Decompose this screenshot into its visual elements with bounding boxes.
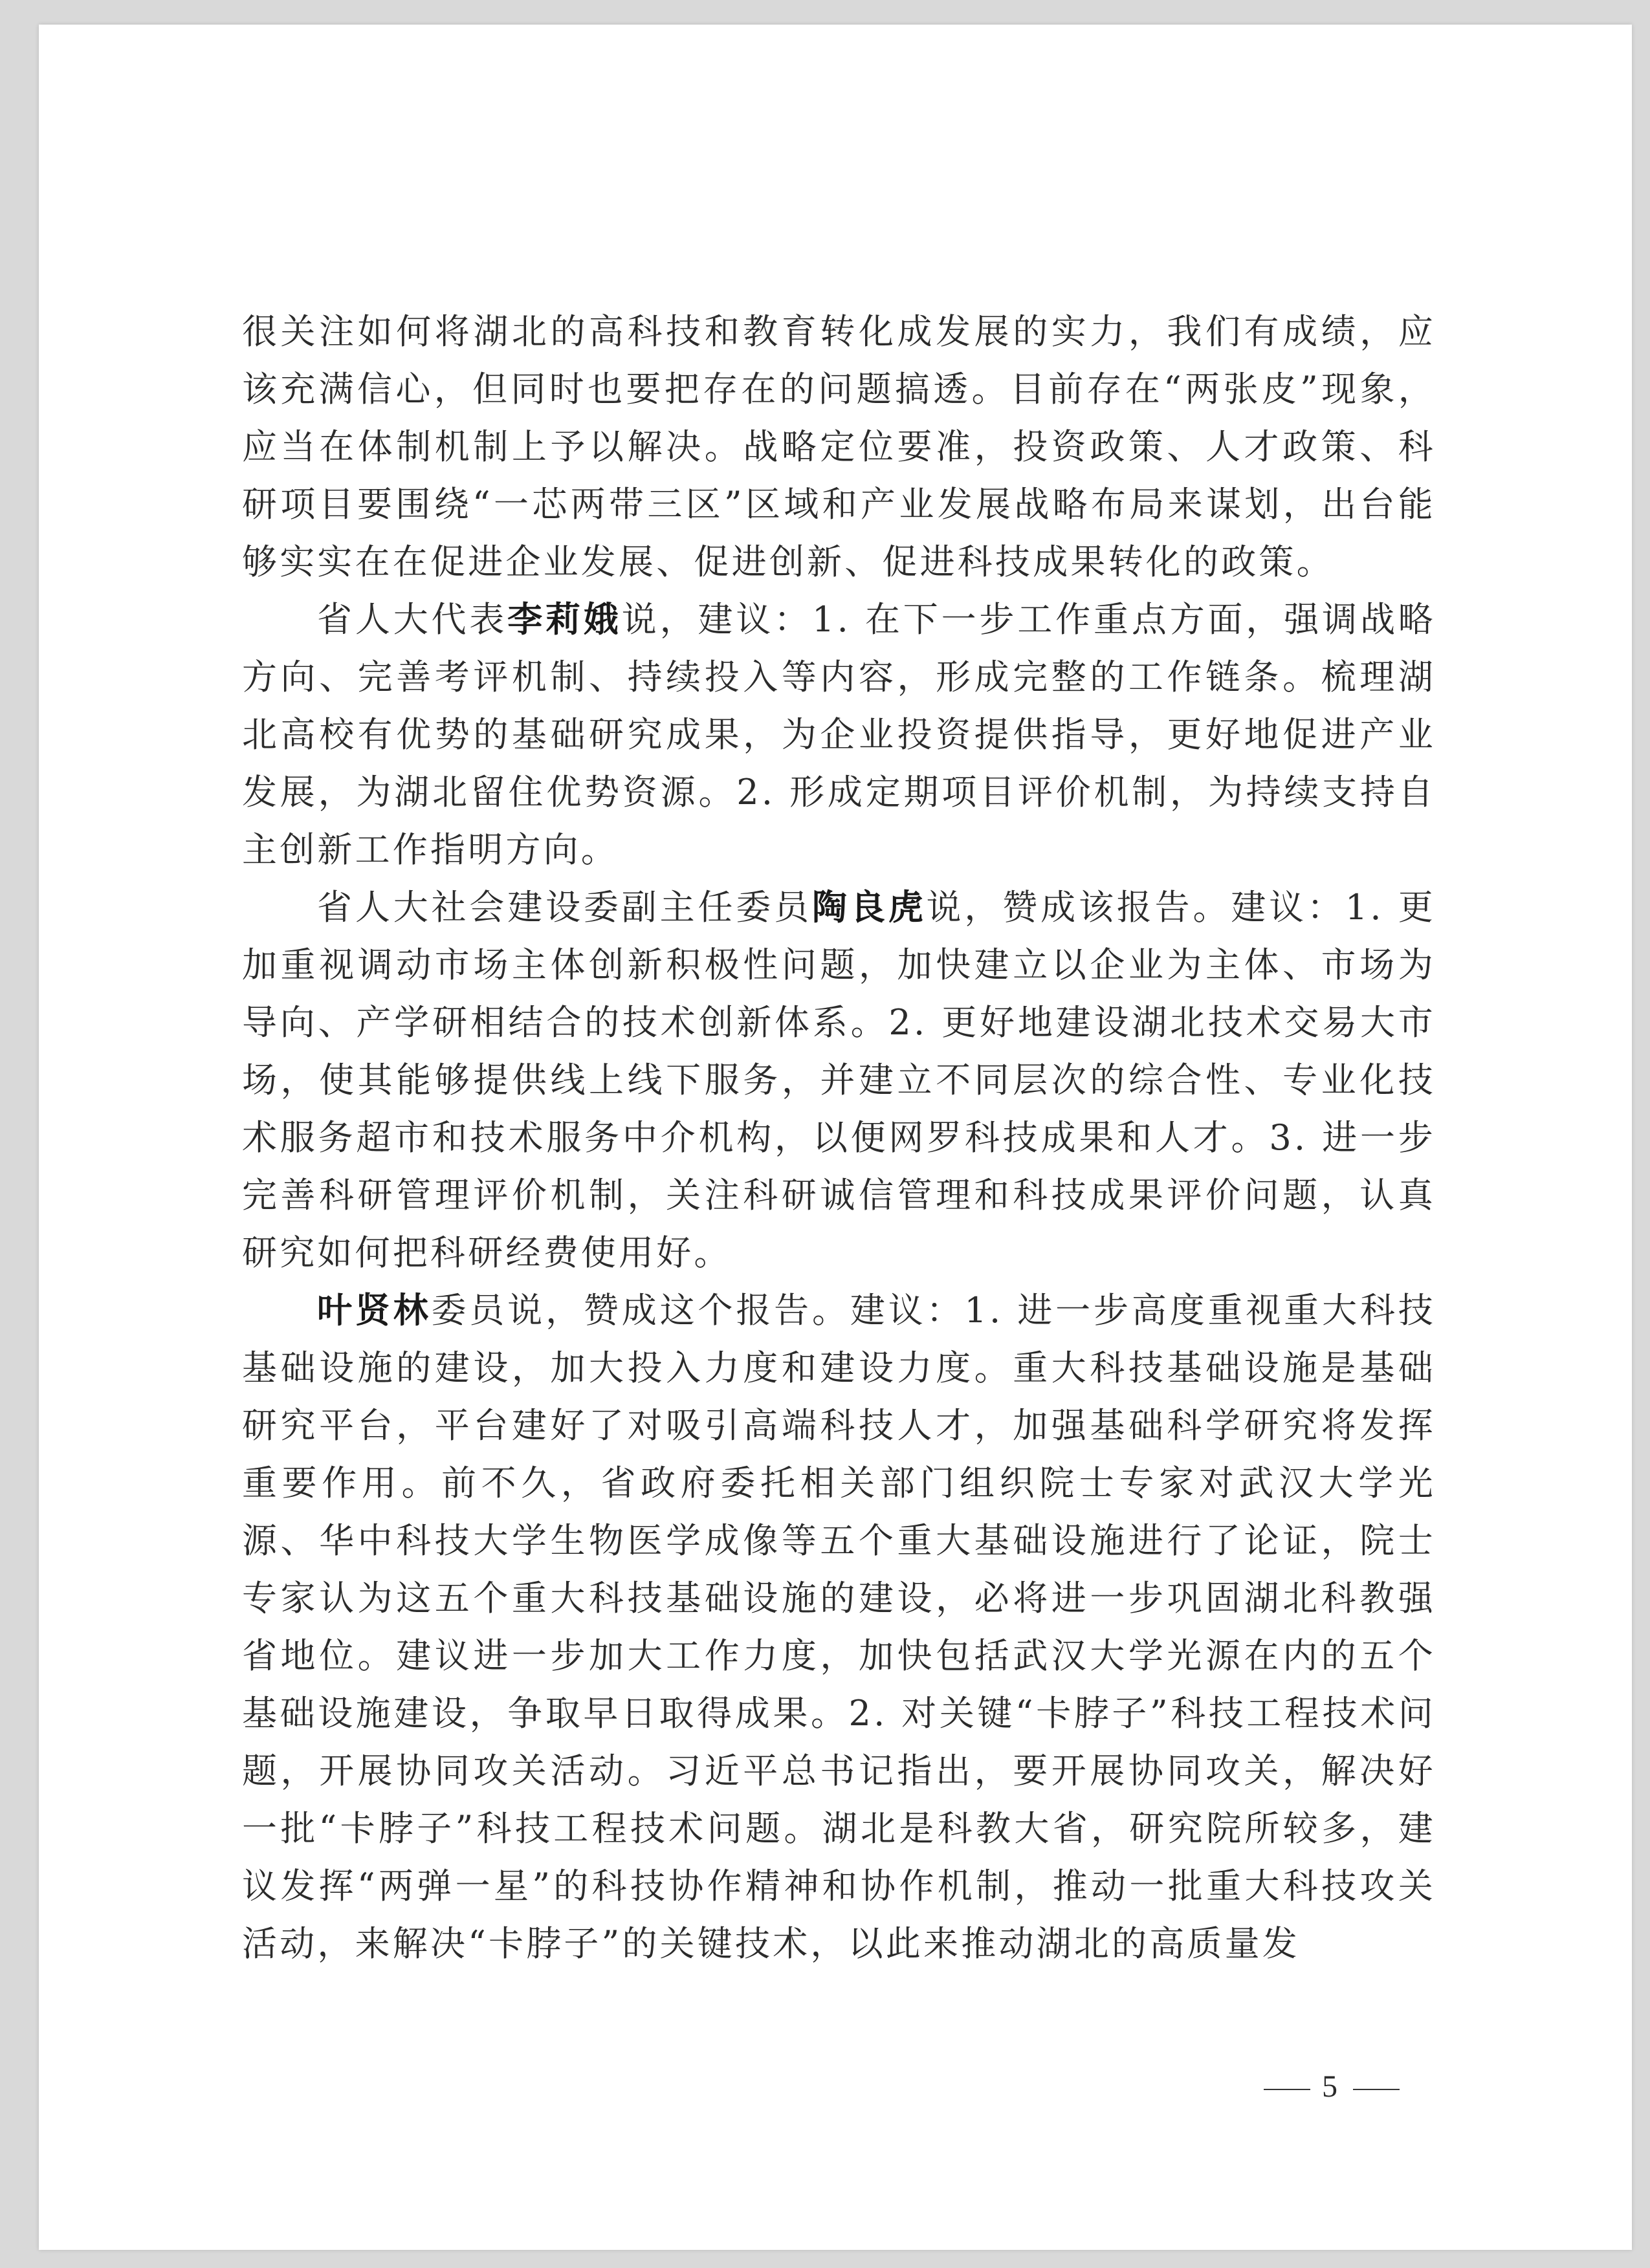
paragraph-1-text: 很关注如何将湖北的高科技和教育转化成发展的实力，我们有成绩，应该充满信心，但同时也要把存在的问题搞透。目前存在“两张皮”现象，应当在体制机制上予以解决。战略定位要准，投资政策、人才政策、科研项目要围绕“一芯两带三区”区域和产业发展战略布局来谋划，出台能够实实在在促进企业发展、促进创新、促进科技成果转化的政策。 — [242, 311, 1436, 582]
page-number-value: 5 — [1322, 2069, 1341, 2104]
paragraph-2-lead: 省人大代表 — [317, 599, 508, 640]
paragraph-3-text: 说，赞成该报告。建议：1. 更加重视调动市场主体创新积极性问题，加快建立以企业为主体、市场为导向、产学研相结合的技术创新体系。2. 更好地建设湖北技术交易大市场，使其能够提供线上线下服务，并建立不同层次的综合性、专业化技术服务超市和技术服务中介机构，以便网罗科技成果和人才。3. 进一步完善科研管理评价机制，关注科研诚信管理和科技成果评价问题，认真研究如何把科研经费使用好。 — [242, 887, 1436, 1273]
paragraph-3-lead: 省人大社会建设委副主任委员 — [317, 887, 812, 928]
page-number-dash-right — [1353, 2089, 1400, 2090]
speaker-name: 李莉娥 — [507, 599, 622, 640]
paragraph-2-text: 说，建议：1. 在下一步工作重点方面，强调战略方向、完善考评机制、持续投入等内容，形成完整的工作链条。梳理湖北高校有优势的基础研究成果，为企业投资提供指导，更好地促进产业发展，为湖北留住优势资源。2. 形成定期项目评价机制，为持续支持自主创新工作指明方向。 — [242, 599, 1436, 870]
page-number-dash-left — [1264, 2089, 1310, 2090]
page-number — [1252, 2069, 1411, 2104]
paragraph-2 — [242, 591, 1436, 878]
paragraph-4 — [242, 1281, 1436, 1972]
speaker-name: 叶贤林 — [317, 1290, 432, 1331]
paragraph-4-text: 委员说，赞成这个报告。建议：1. 进一步高度重视重大科技基础设施的建设，加大投入力度和建设力度。重大科技基础设施是基础研究平台，平台建好了对吸引高端科技人才，加强基础科学研究将发挥重要作用。前不久，省政府委托相关部门组织院士专家对武汉大学光源、华中科技大学生物医学成像等五个重大基础设施进行了论证，院士专家认为这五个重大科技基础设施的建设，必将进一步巩固湖北科教强省地位。建议进一步加大工作力度，加快包括武汉大学光源在内的五个基础设施建设，争取早日取得成果。2. 对关键“卡脖子”科技工程技术问题，开展协同攻关活动。习近平总书记指出，要开展协同攻关，解决好一批“卡脖子”科技工程技术问题。湖北是科教大省，研究院所较多，建议发挥“两弹一星”的科技协作精神和协作机制，推动一批重大科技攻关活动，来解决“卡脖子”的关键技术，以此来推动湖北的高质量发 — [242, 1290, 1436, 1964]
document-body — [242, 303, 1436, 1972]
paragraph-1 — [242, 303, 1436, 591]
speaker-name: 陶良虎 — [812, 887, 927, 928]
paragraph-3 — [242, 878, 1436, 1281]
